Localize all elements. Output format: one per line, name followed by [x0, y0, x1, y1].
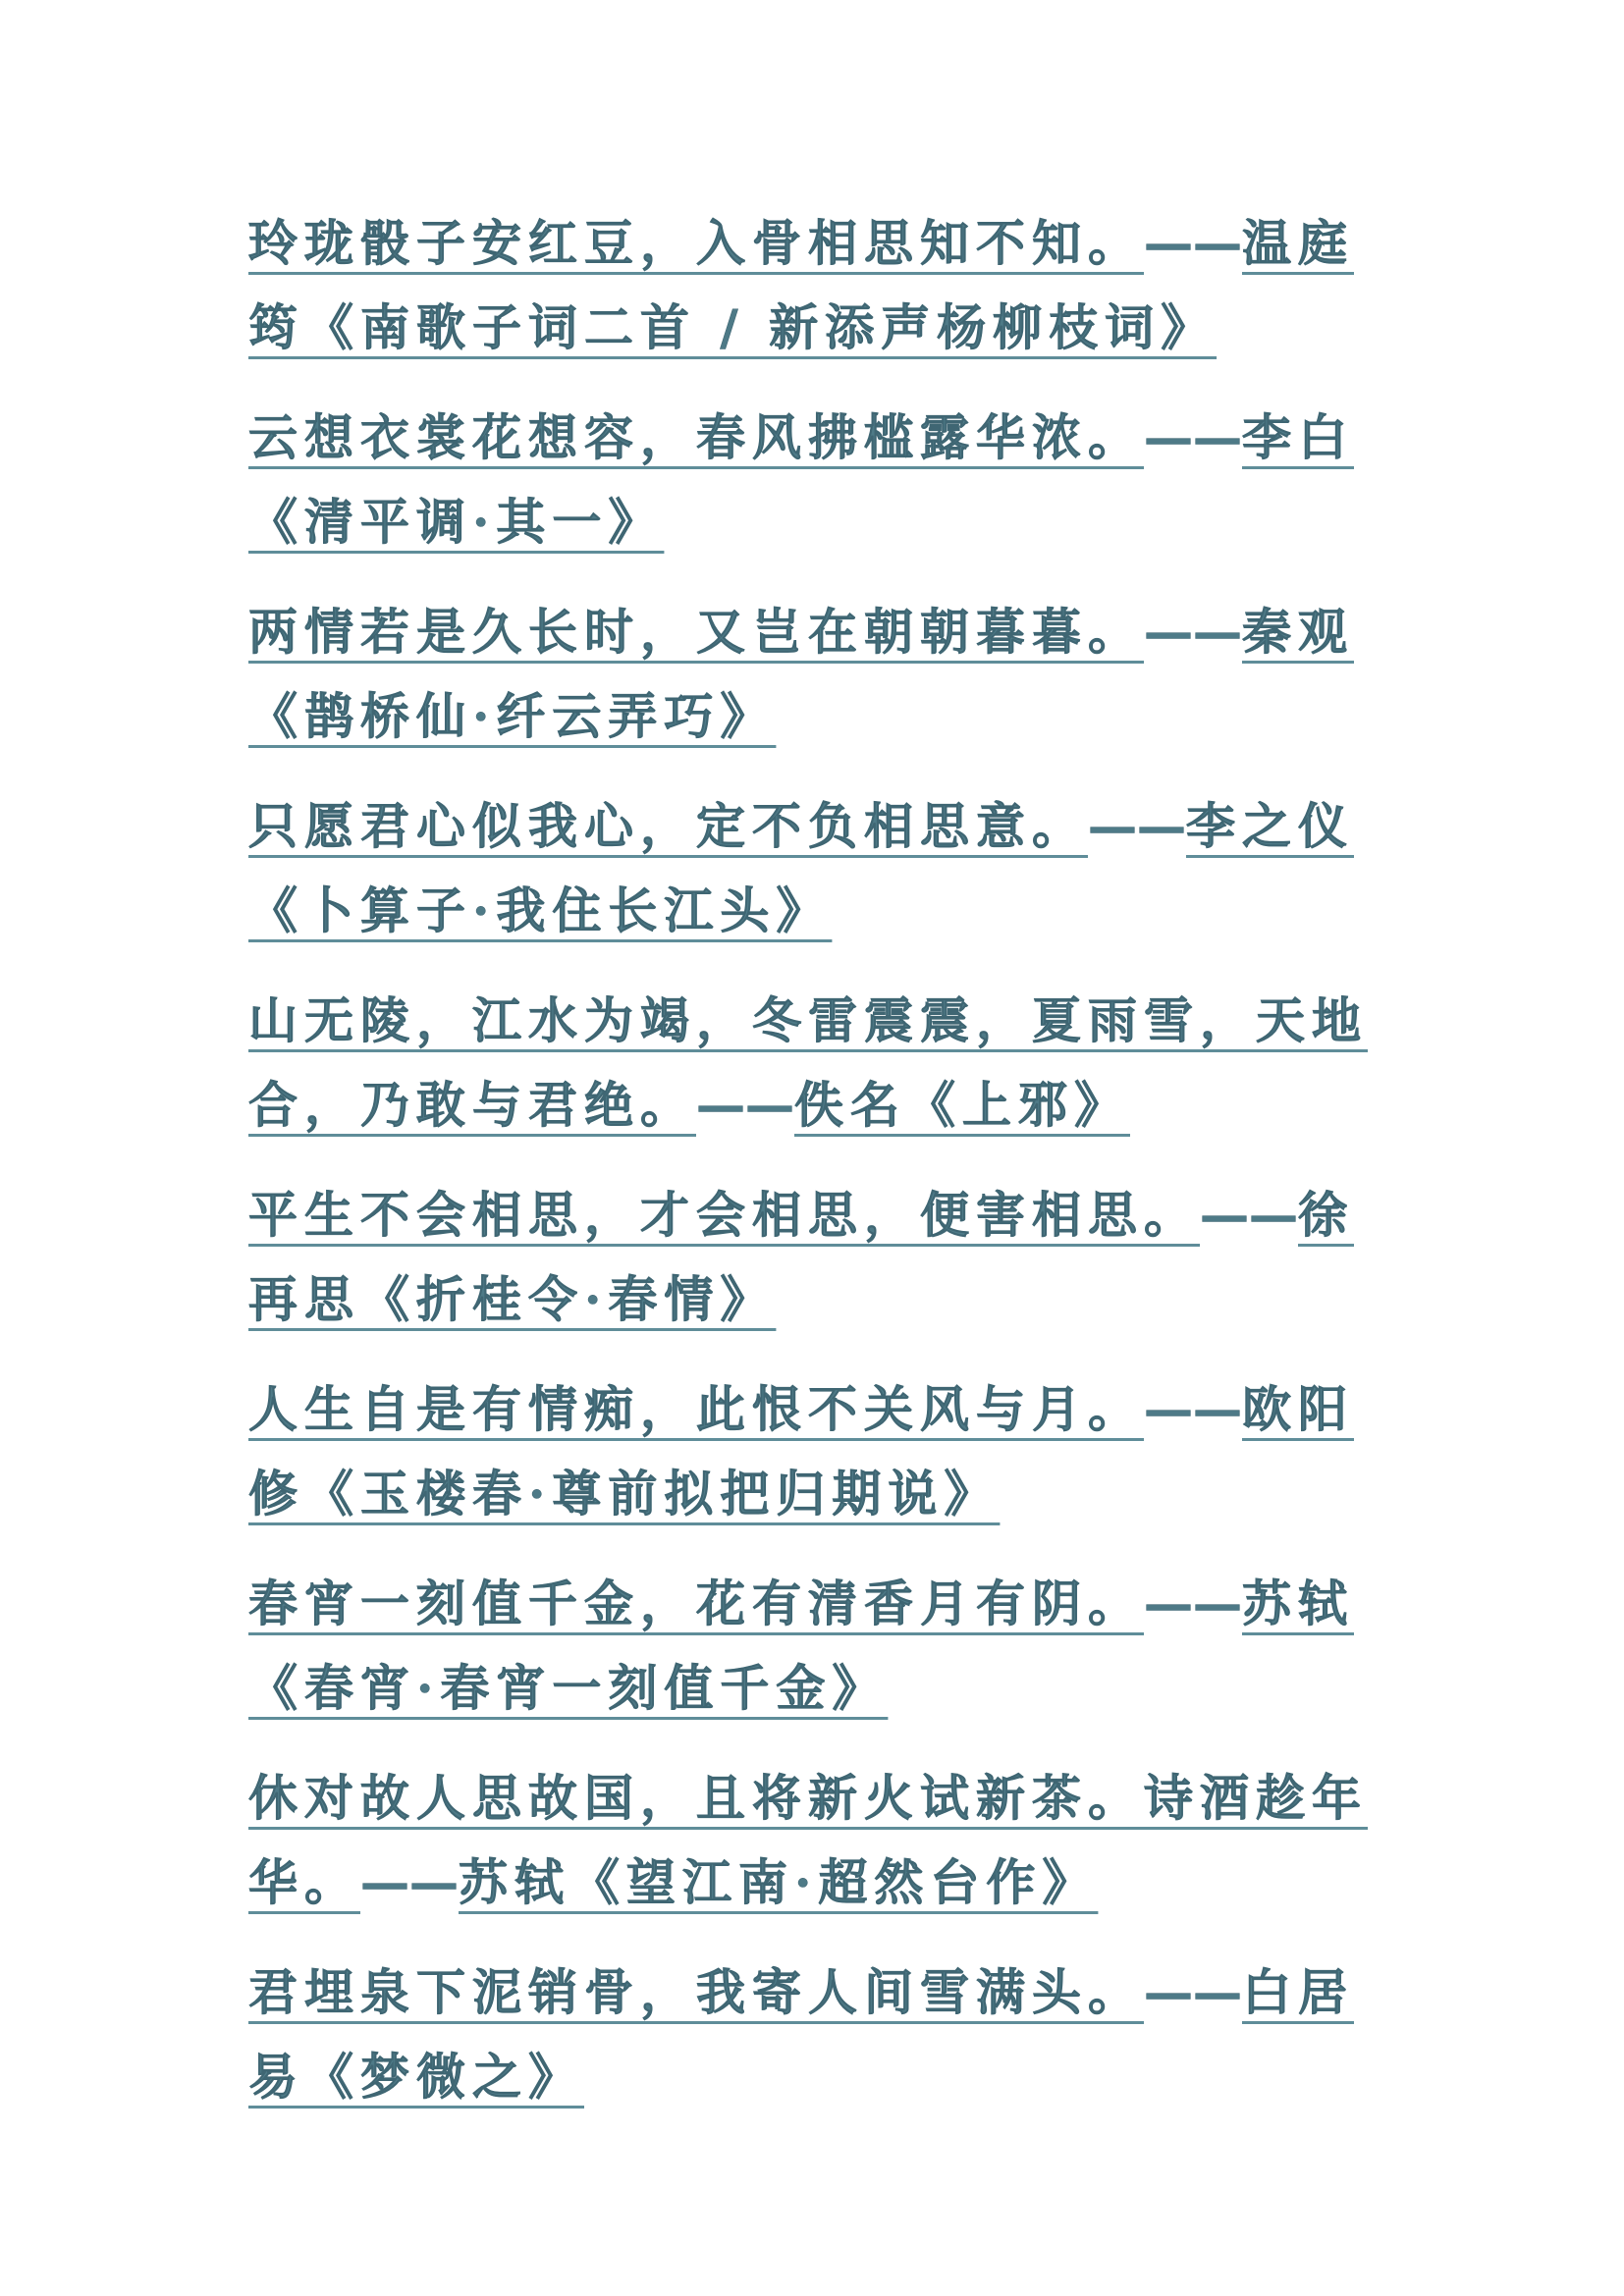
source-link[interactable]: 李白	[1242, 408, 1354, 466]
quote-entry	[248, 1562, 1378, 1756]
em-dash: ——	[1200, 1186, 1298, 1244]
quote-text-link[interactable]: 玲珑骰子安红豆，入骨相思知不知。	[248, 214, 1144, 272]
source-link[interactable]: 《清平调·其一》	[248, 493, 665, 551]
quote-entry	[248, 590, 1378, 784]
em-dash: ——	[1144, 1575, 1242, 1632]
quote-line	[248, 201, 1378, 286]
quote-entry	[248, 1756, 1378, 1950]
quote-line	[248, 1367, 1378, 1452]
source-link[interactable]: 佚名《上邪》	[794, 1076, 1130, 1134]
quote-line	[248, 784, 1378, 869]
quote-line	[248, 1646, 1378, 1731]
quote-line	[248, 674, 1378, 759]
em-dash: ——	[696, 1076, 794, 1134]
quote-list	[248, 201, 1378, 2145]
quote-entry	[248, 1367, 1378, 1562]
quote-line	[248, 590, 1378, 674]
quote-line	[248, 1257, 1378, 1342]
quote-text-link[interactable]: 休对故人思故国，且将新火试新茶。诗酒趁年	[248, 1769, 1368, 1827]
quote-line	[248, 1063, 1378, 1148]
source-link[interactable]: 秦观	[1242, 603, 1354, 661]
source-link[interactable]: 筠《南歌子词二首 / 新添声杨柳枝词》	[248, 298, 1218, 356]
quote-entry	[248, 396, 1378, 590]
quote-text-link[interactable]: 山无陵，江水为竭，冬雷震震，夏雨雪，天地	[248, 991, 1368, 1049]
quote-text-link[interactable]: 华。	[248, 1853, 360, 1911]
quote-text-link[interactable]: 春宵一刻值千金，花有清香月有阴。	[248, 1575, 1144, 1632]
em-dash: ——	[1144, 603, 1242, 661]
quote-line	[248, 1562, 1378, 1646]
quote-line	[248, 1452, 1378, 1536]
source-link[interactable]: 《春宵·春宵一刻值千金》	[248, 1659, 889, 1717]
quote-text-link[interactable]: 云想衣裳花想容，春风拂槛露华浓。	[248, 408, 1144, 466]
quote-text-link[interactable]: 君埋泉下泥销骨，我寄人间雪满头。	[248, 1963, 1144, 2021]
em-dash: ——	[1144, 1380, 1242, 1438]
source-link[interactable]: 苏轼	[1242, 1575, 1354, 1632]
em-dash: ——	[360, 1853, 459, 1911]
source-link[interactable]: 白居	[1242, 1963, 1354, 2021]
quote-line	[248, 1950, 1378, 2035]
em-dash: ——	[1088, 797, 1186, 855]
source-link[interactable]: 欧阳	[1242, 1380, 1354, 1438]
quote-text-link[interactable]: 人生自是有情痴，此恨不关风与月。	[248, 1380, 1144, 1438]
quote-text-link[interactable]: 平生不会相思，才会相思，便害相思。	[248, 1186, 1200, 1244]
quote-line	[248, 1841, 1378, 1925]
em-dash: ——	[1144, 408, 1242, 466]
quote-line	[248, 979, 1378, 1063]
quote-line	[248, 1756, 1378, 1841]
quote-entry	[248, 784, 1378, 979]
quote-text-link[interactable]: 两情若是久长时，又岂在朝朝暮暮。	[248, 603, 1144, 661]
source-link[interactable]: 温庭	[1242, 214, 1354, 272]
quote-line	[248, 286, 1378, 370]
quote-entry	[248, 979, 1378, 1173]
source-link[interactable]: 苏轼《望江南·超然台作》	[459, 1853, 1099, 1911]
source-link[interactable]: 再思《折桂令·春情》	[248, 1270, 777, 1328]
em-dash: ——	[1144, 214, 1242, 272]
quote-line	[248, 396, 1378, 480]
quote-text-link[interactable]: 只愿君心似我心，定不负相思意。	[248, 797, 1088, 855]
em-dash: ——	[1144, 1963, 1242, 2021]
quote-line	[248, 1173, 1378, 1257]
quote-entry	[248, 1950, 1378, 2145]
source-link[interactable]: 《卜算子·我住长江头》	[248, 881, 833, 939]
source-link[interactable]: 修《玉楼春·尊前拟把归期说》	[248, 1465, 1001, 1522]
document-page	[248, 0, 1378, 2296]
source-link[interactable]: 《鹊桥仙·纤云弄巧》	[248, 687, 777, 745]
source-link[interactable]: 易《梦微之》	[248, 2048, 584, 2106]
quote-line	[248, 869, 1378, 953]
quote-text-link[interactable]: 合，乃敢与君绝。	[248, 1076, 696, 1134]
quote-line	[248, 480, 1378, 564]
quote-entry	[248, 201, 1378, 396]
quote-entry	[248, 1173, 1378, 1367]
source-link[interactable]: 李之仪	[1186, 797, 1354, 855]
quote-line	[248, 2035, 1378, 2119]
source-link[interactable]: 徐	[1298, 1186, 1354, 1244]
